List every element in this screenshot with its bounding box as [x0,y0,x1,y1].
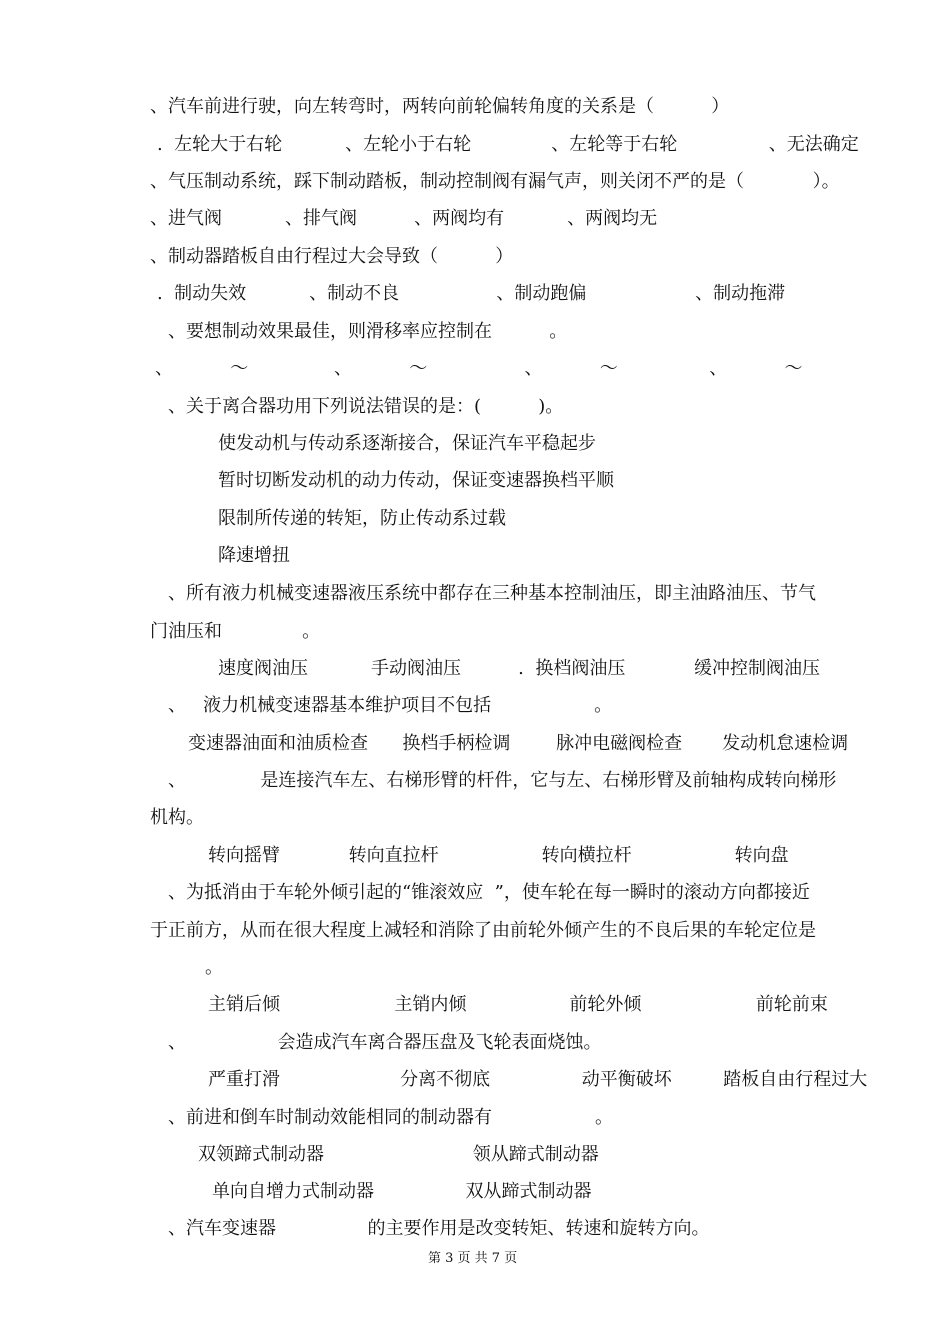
answer-options: 、 ～ 、 ～ 、 ～ 、 ～ [155,358,803,379]
answer-options: 单向自增力式制动器 双从蹄式制动器 [212,1181,592,1202]
question-text: 于正前方，从而在很大程度上减轻和消除了由前轮外倾产生的不良后果的车轮定位是 [150,920,816,941]
answer-option: 降速增扭 [218,545,290,566]
question-text: 、汽车前进行驶，向左转弯时，两转向前轮偏转角度的关系是（ ） [150,96,730,117]
answer-options: 主销后倾 主销内倾 前轮外倾 前轮前束 [208,994,828,1015]
answer-options: 严重打滑 分离不彻底 动平衡破坏 踏板自由行程过大 [208,1069,868,1090]
question-text: 门油压和 。 [150,621,321,642]
answer-options: 速度阀油压 手动阀油压 . 换档阀油压 缓冲控制阀油压 [218,658,820,679]
question-text: 、气压制动系统，踩下制动踏板，制动控制阀有漏气声，则关闭不严的是（ ）。 [150,171,840,192]
answer-options: 双领蹄式制动器 领从蹄式制动器 [198,1144,599,1165]
answer-option: 限制所传递的转矩，防止传动系过载 [218,508,506,529]
answer-option: 暂时切断发动机的动力传动，保证变速器换档平顺 [218,470,614,491]
question-text: 、为抵消由于车轮外倾引起的“锥滚效应 ”，使车轮在每一瞬时的滚动方向都接近 [168,882,810,903]
answer-option: 使发动机与传动系逐渐接合，保证汽车平稳起步 [218,433,596,454]
answer-options: 变速器油面和油质检查 换档手柄检调 脉冲电磁阀检查 发动机怠速检调 [188,733,849,754]
question-text: 、 是连接汽车左、右梯形臂的杆件，它与左、右梯形臂及前轴构成转向梯形 [168,770,837,791]
answer-options: . 左轮大于右轮 、左轮小于右轮 、左轮等于右轮 、无法确定 [157,134,859,155]
answer-options: . 制动失效 、制动不良 、制动跑偏 、制动拖滞 [157,283,786,304]
question-text: 、 液力机械变速器基本维护项目不包括 。 [168,695,613,716]
question-text: 、前进和倒车时制动效能相同的制动器有 。 [168,1107,613,1128]
question-text: 、所有液力机械变速器液压系统中都存在三种基本控制油压，即主油路油压、节气 [168,583,816,604]
question-text: 、汽车变速器 的主要作用是改变转矩、转速和旋转方向。 [168,1218,710,1239]
page-footer: 第 3 页 共 7 页 [428,1251,518,1266]
answer-options: 、进气阀 、排气阀 、两阀均有 、两阀均无 [150,208,658,229]
question-text: 。 [205,957,223,978]
question-text: 、 会造成汽车离合器压盘及飞轮表面烧蚀。 [168,1032,602,1053]
question-text: 、要想制动效果最佳，则滑移率应控制在 。 [168,321,568,342]
answer-options: 转向摇臂 转向直拉杆 转向横拉杆 转向盘 [208,845,789,866]
question-text: 机构。 [150,807,204,828]
question-text: 、关于离合器功用下列说法错误的是：( )。 [168,396,564,417]
question-text: 、制动器踏板自由行程过大会导致（ ） [150,246,514,267]
